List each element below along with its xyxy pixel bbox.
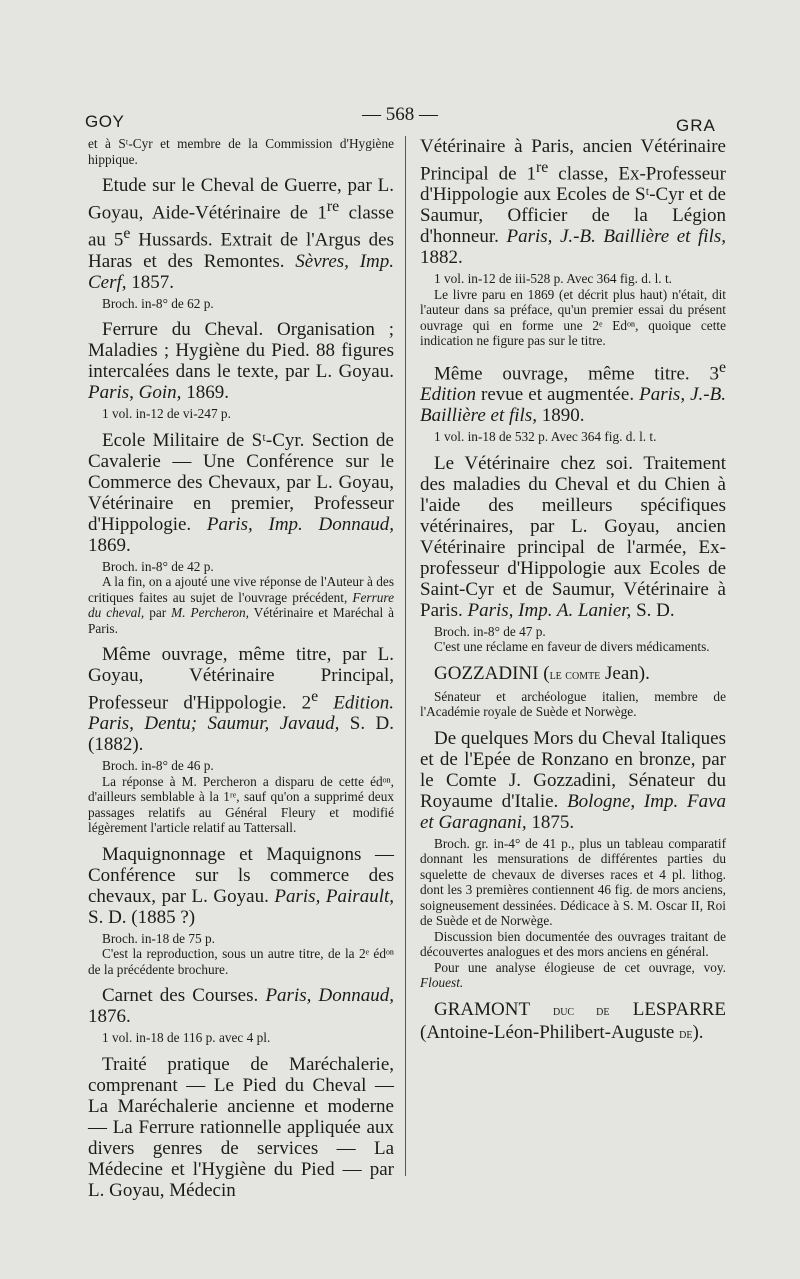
entry-note: 1 vol. in-18 de 532 p. Avec 364 fig. d. l. t. <box>434 429 657 445</box>
superscript: re <box>535 159 549 176</box>
author-text: ). <box>692 1021 704 1043</box>
entry-imprint: Sèvres, Imp. Cerf, <box>88 250 394 293</box>
entry-text: revue et augmentée. <box>475 384 640 406</box>
entry-imprint: Bologne, Imp. Fava et Garagnani, <box>420 790 726 833</box>
entry-text: Même ouvrage, même titre. 3 <box>434 363 719 385</box>
left-column <box>88 136 394 1201</box>
entry-text: Le Vétérinaire chez soi. Traitement des maladies du Cheval et du Chien à l'aide des meilleurs spécifiques vétérinaires, par L. Goyau, ancien Vétérinaire principal de l'armée, Ex-professeur d'Hippologie aux Ecoles de Saint-Cyr et de Saumur, Vétérinaire à Paris. <box>420 452 726 621</box>
entry <box>88 985 394 1046</box>
entry-text: Maquignonnage et Maquignons — Conférence sur ls commerce des chevaux, par L. Goyau. <box>88 843 394 907</box>
entry-title <box>88 644 394 755</box>
entry <box>420 357 726 445</box>
entry-note <box>420 960 726 991</box>
entry-text: classe, Ex-Professeur d'Hippologie aux Ecoles de Sᵗ-Cyr et de Saumur, Officier de la Légion d'honneur. <box>420 163 726 248</box>
entry-note: Broch. in-8° de 47 p. <box>434 623 546 639</box>
entry-title <box>420 357 726 426</box>
entry-date: 1869. <box>181 382 229 404</box>
page-number: — 568 — <box>362 104 438 125</box>
author-text: GRAMONT <box>434 998 553 1020</box>
superscript: re <box>326 198 340 215</box>
entry-text: Hussards. Extrait de l'Argus des Haras et des Remontes. <box>88 229 394 272</box>
entry-note: Broch. in-8° de 46 p. <box>102 758 214 774</box>
entry-text: Même ouvrage, même titre, par L. Goyau, Vétérinaire Principal, Professeur d'Hippologie. 2 <box>88 644 394 714</box>
right-column <box>420 136 726 1045</box>
author-particle: de <box>679 1026 693 1042</box>
entry <box>88 844 394 978</box>
entry-note: C'est la reproduction, sous un autre titre, de la 2ᵉ édᵒⁿ de la précédente brochure. <box>88 946 394 977</box>
entry-note: La réponse à M. Percheron a disparu de cette édᵒⁿ, d'ailleurs semblable à la 1ʳᵉ, sauf qu'on a supprimé deux passages relatifs au Général Fleury et modifié légèrement l'article relatif au Tattersall. <box>88 773 394 836</box>
entry-date: S. D. (1882). <box>88 713 394 756</box>
entry-title <box>420 453 726 621</box>
entry-title: Traité pratique de Maréchalerie, comprenant — Le Pied du Cheval — La Maréchalerie ancienne et moderne — La Ferrure rationnelle appliquée aux divers genres de services — La Médecine et l'Hygiène du Pied — par L. Goyau, Médecin <box>88 1053 394 1201</box>
entry-text: Ferrure du Cheval. Organisation ; Maladies ; Hygiène du Pied. 88 figures intercalées dans le texte, par L. Goyau. <box>88 319 394 383</box>
note-italic: Flouest. <box>420 975 464 991</box>
entry-date: 1875. <box>526 811 575 833</box>
entry-note: Broch. in-8° de 62 p. <box>102 295 214 311</box>
entry-title <box>88 319 394 403</box>
entry-text: classe au 5 <box>88 202 394 251</box>
entry-note: 1 vol. in-12 de vi-247 p. <box>102 406 231 422</box>
author-name <box>420 663 726 686</box>
note-italic: Ferrure du cheval, <box>88 589 394 621</box>
author-text: GOZZADINI ( <box>434 662 550 684</box>
entry-note: Broch. in-8° de 42 p. <box>102 558 214 574</box>
entry-text: Ecole Militaire de Sᵗ-Cyr. Section de Cavalerie — Une Conférence sur le Commerce des Chevaux, par L. Goyau, Vétérinaire en premier, Professeur d'Hippologie. <box>88 429 394 535</box>
entry <box>88 319 394 422</box>
entry-note: Discussion bien documentée des ouvrages traitant de découvertes analogues et des mors anciens en général. <box>420 928 726 960</box>
entry-note: et à Sᵗ-Cyr et membre de la Commission d'Hygiène hippique. <box>88 136 394 167</box>
entry-date: 1869. <box>88 534 131 556</box>
author-name <box>420 999 726 1045</box>
entry-text: Vétérinaire à Paris, ancien Vétérinaire Principal de 1 <box>420 136 726 185</box>
entry-title <box>420 728 726 833</box>
superscript: e <box>123 225 131 243</box>
running-head-right: GRA <box>676 116 716 135</box>
entry <box>420 728 726 991</box>
entry-title <box>88 430 394 556</box>
entry-text: Carnet des Courses. <box>102 985 266 1007</box>
running-head-left: GOY <box>85 112 125 131</box>
author-title: le comte <box>549 667 601 683</box>
entry-title <box>88 175 394 293</box>
entry-title <box>88 844 394 928</box>
author-text: LESPARRE (Antoine-Léon-Philibert-Auguste <box>420 998 726 1043</box>
entry-note: Le livre paru en 1869 (et décrit plus haut) n'était, dit l'auteur dans sa préface, qu'un premier essai du présent ouvrage qui en forme une 2ᵉ Edᵒⁿ, quoique cette indication ne figure pas sur le titre. <box>420 286 726 349</box>
author-title: duc de <box>552 1003 610 1019</box>
author-heading <box>420 663 726 720</box>
author-text: Jean). <box>600 662 650 684</box>
note-text: Pour une analyse élogieuse de cet ouvrage, voy. <box>434 959 726 975</box>
entry-date: 1882. <box>420 247 463 269</box>
entry-note <box>88 574 394 636</box>
entry-date: S. D. <box>631 599 675 621</box>
note-text: par <box>144 605 172 621</box>
entry-date: S. D. (1885 ?) <box>88 906 196 928</box>
entry-imprint: Edition. Paris, Dentu; Saumur, Javaud, <box>88 692 394 735</box>
entry-title <box>88 985 394 1027</box>
entry <box>88 430 394 637</box>
entry-title <box>420 136 726 268</box>
superscript: e <box>718 358 726 376</box>
entry-imprint: Paris, Goin, <box>88 382 182 404</box>
entry <box>420 136 726 349</box>
entry-text: De quelques Mors du Cheval Italiques et de l'Epée de Ronzano en bronze, par le Comte J. Gozzadini, Sénateur du Royaume d'Italie. <box>420 727 726 812</box>
entry-note: 1 vol. in-18 de 116 p. avec 4 pl. <box>102 1030 271 1046</box>
entry-date: 1857. <box>126 271 175 293</box>
entry <box>88 1054 394 1201</box>
entry-imprint: Paris, Imp. Donnaud, <box>206 513 394 535</box>
entry-note: 1 vol. in-12 de iii-528 p. Avec 364 fig. d. l. t. <box>434 271 672 287</box>
note-text: Vétérinaire et Maréchal à Paris. <box>88 605 394 636</box>
entry-note: C'est une réclame en faveur de divers médicaments. <box>434 639 710 655</box>
entry-imprint: Paris, J.-B. Baillière et fils, <box>506 226 727 248</box>
column-divider <box>405 136 406 1176</box>
entry-imprint: Paris, J.-B. Baillière et fils, <box>420 384 726 427</box>
entry-date: 1890. <box>536 405 585 427</box>
entry-text: Etude sur le Cheval de Guerre, par L. Goyau, Aide-Vétérinaire de 1 <box>88 175 394 224</box>
entry-imprint: Paris, Pairault, <box>274 885 394 907</box>
author-heading <box>420 999 726 1045</box>
entry-imprint: Paris, Imp. A. Lanier, <box>467 599 632 621</box>
entry-date: 1876. <box>88 1006 131 1028</box>
note-italic: M. Percheron, <box>171 605 249 621</box>
entry <box>88 175 394 311</box>
entry-note: Broch. in-18 de 75 p. <box>102 930 216 946</box>
entry <box>88 644 394 836</box>
entry-note: Broch. gr. in-4° de 41 p., plus un tableau comparatif donnant les mensurations de différentes parties du squelette de chevaux de diverses races et 4 pl. lithog. dont les 3 premières contiennent 46 fig. de mors anciens, soigneusement dessinées. Dédicace à S. M. Oscar II, Roi de Suède et de Norwège. <box>420 835 726 929</box>
superscript: e <box>311 688 319 706</box>
note-text: A la fin, on a ajouté une vive réponse de l'Auteur à des critiques faites au sujet de l'ouvrage précédent, <box>88 574 394 605</box>
author-bio: Sénateur et archéologue italien, membre de l'Académie royale de Suède et Norwège. <box>420 688 726 720</box>
entry-edition: Edition <box>420 384 476 406</box>
entry <box>420 453 726 655</box>
entry-imprint: Paris, Donnaud, <box>265 985 394 1007</box>
